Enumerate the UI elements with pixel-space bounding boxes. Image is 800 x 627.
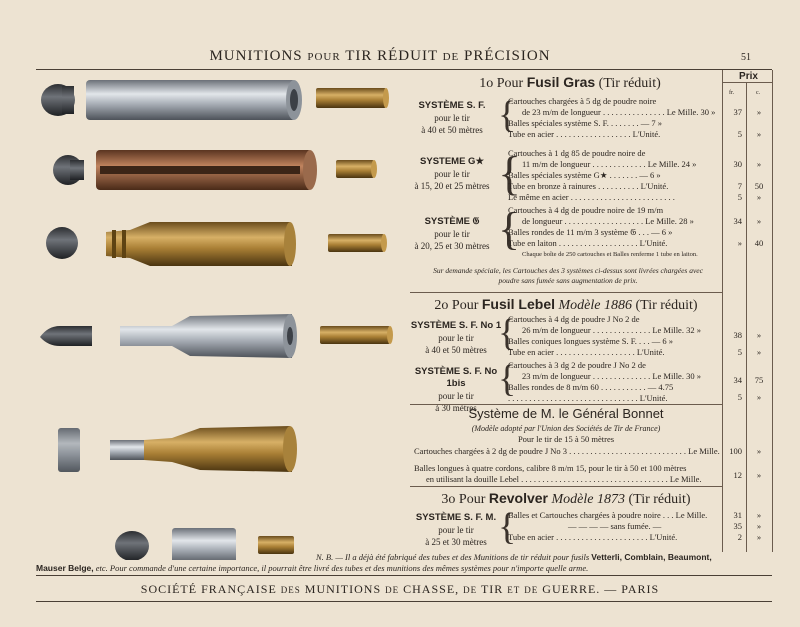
footer-word: SOCIÉTÉ FRANÇAISE	[140, 582, 277, 596]
line: Balles rondes de 8 m/m 60 . . . . . . . . . . . — 4.75	[508, 382, 674, 392]
line: Tube en acier . . . . . . . . . . . . . . . . . . L'Unité.	[508, 129, 661, 139]
footer-word: MUNITIONS	[304, 582, 382, 596]
price-column-divider	[722, 70, 723, 552]
line: en utilisant la douille Lebel . . . . . . . . . . . . . . . . . . . . . . . . . . . . . . . . . . . Le Mille.	[426, 474, 702, 484]
brace: {	[498, 312, 517, 354]
price-centimes: 40	[754, 238, 764, 248]
price-francs: 5	[737, 392, 742, 402]
price-centimes: »	[756, 192, 762, 202]
price-centimes: »	[756, 446, 762, 456]
price-francs: 5	[737, 347, 742, 357]
nb-lead: N. B. — Il a déjà été fabriqué des tubes et des Munitions de tir réduit pour fusils	[316, 552, 590, 562]
system-gstar	[400, 156, 504, 192]
header-word: MUNITIONS	[209, 48, 303, 64]
sf-bullet-icon	[41, 84, 75, 116]
line: Le même en acier . . . . . . . . . . . . . . . . . . . . . . . . .	[508, 192, 675, 202]
sf1-lines	[508, 314, 701, 358]
line: Cartouches à 1 dg 85 de poudre noire de	[508, 148, 646, 158]
header-word: PRÉCISION	[464, 48, 551, 64]
system-name: SYSTÈME S. F. No 1bis	[414, 366, 498, 389]
system-name: SYSTEME G★	[420, 156, 484, 167]
footer-word: GUERRE. — PARIS	[542, 582, 660, 596]
price-centimes: »	[756, 470, 762, 480]
price-francs: 35	[733, 521, 742, 531]
line: Cartouches chargées à 5 dg de poudre noire	[508, 96, 657, 106]
price-centimes: »	[756, 159, 762, 169]
section-number: 2o Pour	[434, 298, 479, 313]
sf1-cartridge-icon	[320, 326, 393, 344]
price-header: Prix	[739, 71, 758, 82]
price-francs: 12	[733, 470, 742, 480]
system-g	[400, 216, 504, 252]
price-francs: 38	[733, 330, 742, 340]
g-lines	[508, 205, 698, 260]
price-header-rule	[722, 82, 772, 83]
section-number: 3o Pour	[441, 492, 486, 507]
brace: {	[498, 358, 517, 400]
price-francs: 100	[729, 446, 742, 456]
g-brass-tube-icon	[106, 222, 296, 266]
footer-word: DE	[524, 585, 539, 595]
price-centimes: »	[756, 330, 762, 340]
section-rule	[410, 292, 722, 293]
sfm-lines	[508, 510, 707, 543]
system-usage: pour le tir	[434, 229, 470, 239]
system-name: SYSTÈME 𝔊	[424, 216, 480, 227]
system-usage: pour le tir	[438, 333, 474, 343]
section-weapon: Fusil Gras	[526, 74, 596, 90]
brace: {	[498, 94, 517, 136]
line: 11 m/m de longueur . . . . . . . . . . . . . Le Mille. 24 »	[522, 159, 697, 169]
line: Tube en laiton . . . . . . . . . . . . . . . . . . . L'Unité.	[508, 238, 668, 248]
bonnet-range: Pour le tir de 15 à 50 mètres	[517, 434, 615, 444]
price-centimes: »	[756, 216, 762, 226]
line: Chaque boîte de 250 cartouches et Balles renferme 1 tube en laiton.	[522, 251, 698, 258]
sf1-conical-bullet-icon	[40, 326, 92, 346]
price-centimes: »	[756, 521, 762, 531]
bonnet-adopted-note: (Modèle adopté par l'Union des Sociétés de Tir de France)	[471, 424, 661, 433]
system-usage: pour le tir	[434, 169, 470, 179]
section-subtitle: (Tir réduit)	[635, 298, 698, 313]
price-francs: 5	[737, 129, 742, 139]
sf-cartridge-icon	[316, 88, 389, 108]
price-centimes: »	[756, 392, 762, 402]
line: Cartouches à 3 dg 2 de poudre J No 2 de	[508, 360, 646, 370]
price-centimes: »	[756, 347, 762, 357]
footer-word: DES	[280, 585, 301, 595]
line: Balles rondes de 11 m/m 3 système 𝔊 . . . — 6 »	[508, 227, 673, 237]
line: Tube en bronze à rainures . . . . . . . . . . L'Unité.	[508, 181, 669, 191]
price-column-divider	[746, 82, 747, 552]
nb-brand: Mauser Belge,	[36, 563, 94, 573]
header-word: POUR	[307, 51, 341, 63]
sf-steel-tube-icon	[86, 80, 302, 120]
price-centimes: 50	[754, 181, 764, 191]
gstar-bullet-icon	[53, 155, 84, 185]
brace: {	[498, 147, 522, 200]
section-title-lebel	[410, 296, 722, 314]
line: Cartouches chargées à 2 dg de poudre J No 3 . . . . . . . . . . . . . . . . . . . . . . . . . . . . Le Mille.	[414, 446, 720, 456]
brace: {	[498, 203, 521, 254]
header-word: TIR RÉDUIT	[345, 48, 438, 64]
line: Tube en acier . . . . . . . . . . . . . . . . . . . L'Unité.	[508, 347, 665, 357]
footer-rule	[36, 601, 772, 602]
price-column-divider	[772, 70, 773, 552]
line: Balles spéciales système S. F. . . . . . . . — 7 »	[508, 118, 662, 128]
system-usage: pour le tir	[434, 113, 470, 123]
sf1-steel-tube-icon	[120, 314, 297, 358]
price-centimes: »	[756, 532, 762, 542]
price-centimes: »	[756, 129, 762, 139]
header-word: DE	[442, 51, 460, 63]
footer-word: DE	[385, 585, 400, 595]
section-model: Modèle 1886	[558, 298, 632, 313]
section-subtitle: (Tir réduit)	[628, 492, 691, 507]
section-title-gras	[420, 74, 720, 92]
sf1bis-lines	[508, 360, 701, 404]
section-title-bonnet: Système de M. le Général Bonnet	[468, 406, 664, 421]
gstar-cartridge-icon	[336, 160, 377, 178]
footer-word: TIR	[480, 582, 504, 596]
line: — — — — sans fumée. —	[568, 521, 662, 531]
line: Cartouches à 4 dg de poudre noire de 19 m/m	[508, 205, 664, 215]
line: 26 m/m de longueur . . . . . . . . . . . . . . Le Mille. 32 »	[522, 325, 701, 335]
brace: {	[498, 506, 517, 548]
price-francs: 30	[733, 159, 742, 169]
price-centimes: 75	[754, 375, 764, 385]
price-francs: 5	[737, 192, 742, 202]
line: de 23 m/m de longueur . . . . . . . . . . . . . . . Le Mille. 30 »	[522, 107, 716, 117]
system-name: SYSTÈME S. F. M.	[415, 512, 497, 523]
nota-bene	[36, 552, 772, 574]
page-footer	[0, 582, 800, 597]
section-number: 1o Pour	[479, 76, 524, 91]
line: Balles coniques longues système S. F. . . . — 6 »	[508, 336, 674, 346]
section-weapon: Revolver	[488, 490, 549, 506]
footer-word: CHASSE,	[403, 582, 460, 596]
g-round-ball-icon	[46, 227, 78, 259]
system-range: à 40 et 50 mètres	[421, 125, 483, 135]
section-title-revolver	[410, 490, 722, 508]
line: . . . . . . . . . . . . . . . . . . . . . . . . . . . . . . . L'Unité.	[508, 393, 668, 403]
system-sf1	[408, 320, 504, 356]
section-weapon: Fusil Lebel	[481, 296, 555, 312]
section-model: Modèle 1873	[551, 492, 625, 507]
line: Balles et Cartouches chargées à poudre noire . . . Le Mille.	[508, 510, 708, 520]
page-number: 51	[741, 52, 751, 63]
line: Balles spéciales système G★ . . . . . . . — 6 »	[508, 170, 661, 180]
system-name: SYSTÈME S. F. No 1	[410, 320, 502, 331]
system-range: à 15, 20 et 25 mètres	[414, 181, 490, 191]
price-francs: 37	[733, 107, 742, 117]
price-francs: 34	[733, 216, 742, 226]
price-francs: 2	[737, 532, 742, 542]
line: 23 m/m de longueur . . . . . . . . . . . . . . Le Mille. 30 »	[522, 371, 701, 381]
gstar-bronze-tube-icon	[96, 150, 317, 190]
system-range: à 25 et 30 mètres	[425, 537, 487, 547]
g-cartridge-icon	[328, 234, 387, 252]
line: Cartouches à 4 dg de poudre J No 2 de	[508, 314, 640, 324]
nb-brands: Vetterli, Comblain, Beaumont,	[591, 552, 712, 562]
line: Tube en acier . . . . . . . . . . . . . . . . . . . . . . L'Unité.	[508, 532, 678, 542]
footer-word: ET	[507, 585, 521, 595]
system-name: SYSTÈME S. F.	[418, 100, 486, 111]
system-sfm	[408, 512, 504, 548]
system-range: à 20, 25 et 30 mètres	[414, 241, 490, 251]
price-francs: 34	[733, 375, 742, 385]
price-centimes: »	[756, 510, 762, 520]
gstar-lines	[508, 148, 696, 203]
system-usage: pour le tir	[438, 525, 474, 535]
special-demand-note	[414, 266, 722, 286]
section-rule	[410, 404, 722, 405]
system-range: à 30 mètres	[435, 403, 477, 413]
bonnet-lebel-case-icon	[110, 426, 297, 472]
bonnet-bullet-icon	[58, 428, 80, 472]
system-sf	[400, 100, 504, 136]
system-usage: pour le tir	[438, 391, 474, 401]
line: de longueur . . . . . . . . . . . . . . . . . . . Le Mille. 28 »	[522, 216, 694, 226]
price-centimes: »	[756, 107, 762, 117]
section-rule	[410, 486, 722, 487]
note-line: poudre sans fumée sans augmentation de prix.	[498, 276, 638, 285]
price-francs: 31	[733, 510, 742, 520]
nb-rest: etc. Pour commande d'une certaine importance, il pourrait être livré des tubes et des munitions des mêmes systèmes pour n'importe quelle arme.	[95, 563, 589, 573]
sf-lines	[508, 96, 715, 140]
price-francs: »	[737, 238, 742, 248]
line: Balles longues à quatre cordons, calibre 8 m/m 15, pour le tir à 50 et 100 mètres	[414, 463, 687, 473]
section-subtitle: (Tir réduit)	[598, 76, 661, 91]
bottom-rule	[36, 575, 772, 576]
system-range: à 40 et 50 mètres	[425, 345, 487, 355]
footer-word: DE	[463, 585, 478, 595]
currency-francs: fr.	[729, 90, 735, 96]
price-francs: 7	[737, 181, 742, 191]
note-line: Sur demande spéciale, les Cartouches des 3 systèmes ci-dessus sont livrées chargées avec	[433, 266, 703, 275]
currency-centimes: c.	[756, 90, 761, 96]
bonnet-lines	[414, 446, 720, 485]
